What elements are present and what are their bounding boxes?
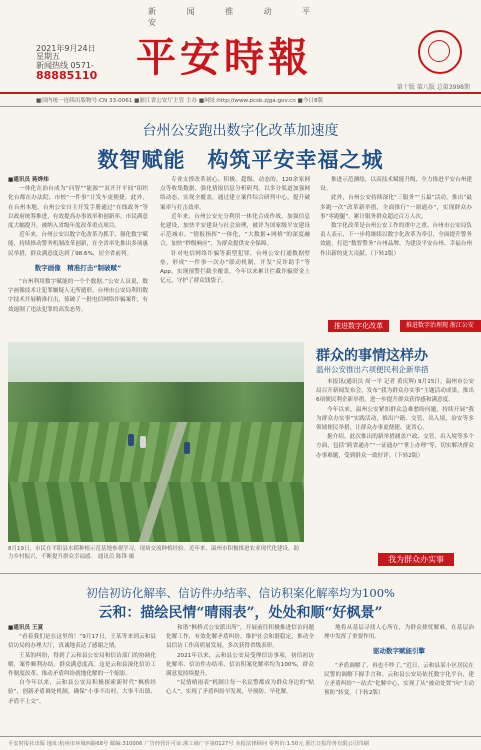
article-paragraph: “矛盾调解了，再也不吵了。”近日，云和县某小区居民在民警的调解下握手言和。云和县公安局依托数字化平台，建立矛盾纠纷“一站式”化解中心，实现了从“被动处置”向“主动预防”转变。（下转2版） bbox=[324, 662, 474, 697]
publisher-footer: 平安时报社出版 地址:杭州市环城西路68号 邮编:310006 广告经营许可证:浙工商广字第0127号 本报法律顾问 零售价:1.50元 浙江日报印务有限公司印刷 bbox=[8, 741, 369, 747]
article-paragraph: 此外，台州公安持续深化“三服务”“五最”活动，推出“最多跑一次”改革新举措，全面推行“一窗通办”，实现群众办事“零跑腿”，累计服务群众超过百万人次。 bbox=[320, 195, 472, 220]
issue-weekday: 星期五 bbox=[36, 52, 60, 61]
article-paragraph: 推进示范测绘，以高技术赋能升级，全力推进平安台州建设。 bbox=[320, 177, 472, 193]
article-paragraph: 2021年以来，云和县公安局受理信访事项，初信初访化解率、信访件办结率、信访积案化解率均为100%，群众满意度持续提升。 bbox=[166, 652, 314, 678]
article-paragraph: 专业支撑改革初心、积极、超级、动态的，120余家网点等收集数据，强化情报信息分析研判，以多分渠道加强网络动态，实现全覆盖，通过建立案件综合研判中心，提升破案率与打击效率。 bbox=[160, 177, 310, 211]
article-paragraph: 数字化改革是台州公安工作的重中之重。台州市公安局负责人表示，下一步将继续以数字化改革为牵引，全面提升警务效能，打造“数智警务”台州品牌，为建设平安台州、幸福台州作出新的更大贡献。（下转2版） bbox=[320, 223, 472, 257]
photo-person bbox=[140, 436, 146, 448]
article-paragraph: 自今年以来，云和县公安局积极探索新时代“枫桥经验”，创新矛盾调处机制，确保“小事不出村、大事不出镇、矛盾不上交”。 bbox=[8, 680, 156, 705]
article-paragraph: “台州利用数字赋能的一个个数据。”公安人员说，数字画像技术让犯罪嫌疑人无所遁形，台州市公安局利用数字技术开展精准打击，侦破了一批电信网络诈骗案件，有效遏制了违法犯罪的高发态势。 bbox=[8, 279, 148, 313]
article-paragraph: 王某的纠纷，得到了云和县公安局和信访部门的协调化解，案件顺利办结，群众满意度高。这是云和县深化信访工作制度改革、推动矛盾纠纷就地化解的一个缩影。 bbox=[8, 652, 156, 678]
feature-article bbox=[316, 378, 474, 548]
section-divider-bottom bbox=[0, 573, 481, 574]
publication-info-bar: ■国内统一连续出版物号:CN 33-0061 ■浙江省公安厅主管 主办 ■网址:http://www.pcsb.zjga.gov.cn ■今日8版 bbox=[36, 98, 324, 104]
farm-field-photo bbox=[8, 342, 304, 542]
article-paragraph: “看着我们是在这里的！”9月17日，王某等来到云和县信访局的办理大厅，真诚地表达了感谢之情。 bbox=[8, 634, 156, 650]
section-divider bbox=[0, 106, 481, 107]
article-paragraph: “民情晴雨表”机制让每一名民警都成为群众身边的“贴心人”，实现了矛盾纠纷早发现、早预防、早化解。 bbox=[166, 680, 314, 696]
newspaper-logo: 平安時報 bbox=[136, 34, 312, 81]
photo-treeline bbox=[8, 382, 304, 422]
footer-divider bbox=[0, 736, 481, 737]
bottom-kicker: 初信初访化解率、信访件办结率、信访积案化解率均为100% bbox=[86, 586, 395, 600]
photo-caption: 8月19日，市民在平阳县水稻种植示范基地参观学习，现场交流种植经验。近年来，温州市积极推进农业现代化建设，助力乡村振兴，不断提升群众幸福感。 通讯员 陈锋 摄 bbox=[8, 546, 300, 560]
masthead-slogan: 新 闻 推 动 平 安 bbox=[148, 7, 325, 27]
lead-headline: 数智赋能 构筑平安幸福之城 bbox=[97, 147, 384, 172]
issue-date: 2021年9月24日 bbox=[36, 44, 96, 53]
masthead bbox=[0, 0, 481, 91]
article-paragraph: 今年以来，温州公安紧扣群众急难愁盼问题，持续开展“我为群众办实事”实践活动，推出户籍、交管、出入境、治安等多领域便民举措，让群众办事更便捷、更省心。 bbox=[316, 406, 474, 432]
bottom-article-col1 bbox=[8, 624, 156, 734]
bottom-article-col2 bbox=[166, 624, 314, 734]
feature-title: 群众的事情这样办 bbox=[316, 348, 428, 364]
photo-field-upper bbox=[8, 422, 304, 482]
article-paragraph: 地将从基层寻找人心所在，为群众排忧解难，在基层治理中发挥了重要作用。 bbox=[324, 625, 474, 641]
police-emblem-icon bbox=[418, 30, 462, 74]
article-byline: ■通讯员 蒋烨炜 bbox=[8, 177, 49, 183]
article-paragraph: 针对电信网络诈骗等新型犯罪，台州公安打通数据壁垒，形成“一件事一次办”联动机制，开发“反诈助手”等App，实现预警拦截全覆盖，今年以来累计拦截诈骗资金上亿元，守护了群众钱袋子。 bbox=[160, 250, 310, 285]
article-paragraph: 一体化在治台成为“问智”“能源”“双开开平间”组织化台都在办法院、市校“一件事”让发车更便捷。此外，在台州本地，台州公安自主开发手册通过“在线政务”等以政府统筹推进，有效提高办事效率和创新率，市民满意度大幅提升，被纳入省级年度改革重点项目。 bbox=[8, 186, 148, 230]
lead-article-col2 bbox=[160, 176, 310, 334]
hotline-title: 新闻热线 bbox=[36, 61, 68, 70]
masthead-divider bbox=[0, 92, 481, 94]
article-paragraph: 据介绍，此次推出的新举措涵盖户政、交管、出入境等多个方面，包括“跨省通办”“一证通办”“掌上办理”等，切实解决群众办事难题，受到群众一致好评。（下转2版） bbox=[316, 434, 474, 459]
hotline-number: 88885110 bbox=[36, 69, 98, 82]
campaign-tag-left: 推进数字化改革 bbox=[328, 320, 389, 332]
lead-article-col3 bbox=[320, 176, 472, 314]
photo-person bbox=[184, 442, 190, 454]
bottom-article-col3 bbox=[324, 624, 474, 734]
article-paragraph: 近年来，台州公安以数字化改革为抓手，强化数字赋能，持续推动警务机制改革创新，在全省率先推出多项惠民举措，群众满意度达到了98.6%，居全省前列。 bbox=[8, 232, 148, 257]
article-subhead: 驱动数字赋能引擎 bbox=[373, 647, 425, 656]
photo-person bbox=[128, 434, 134, 446]
feature-campaign-tag: 我为群众办实事 bbox=[378, 553, 454, 566]
feature-subtitle: 温州公安推出六项便民利企新举措 bbox=[316, 365, 429, 374]
lead-kicker: 台州公安跑出数字化改革加速度 bbox=[142, 123, 339, 139]
hotline-prefix: 0571- bbox=[70, 61, 94, 70]
lead-article-col1 bbox=[8, 176, 148, 334]
campaign-tag-right: 推进数字治理现 浙江公安在行动 bbox=[400, 320, 481, 332]
bottom-headline: 云和：描绘民情“晴雨表”，处处和顺“好枫景” bbox=[98, 605, 383, 621]
article-byline: ■通讯员 王夏 bbox=[8, 625, 44, 631]
article-paragraph: 和谐“枫桥式公安派出所”，开展前往积极推进信访问题化解工作，有效化解矛盾纠纷，维护社会和谐稳定，推动全县信访工作高质量发展，多次获得省级表彰。 bbox=[166, 625, 314, 650]
edition-info: 第十版 第八版 总第3998期 bbox=[396, 84, 470, 91]
article-paragraph: 本报讯(通讯员 周一平 记者 黄庆辉) 9月15日，温州市公安局召开新闻发布会，发布“我为群众办实事”主题活动成果，推出6项便民利企新举措，进一步提升群众获得感和满意度。 bbox=[316, 379, 474, 404]
article-subhead: 数字画像 精准打击“制破赋” bbox=[34, 263, 122, 272]
article-paragraph: 近年来，台州公安充分利用一体化合成作战，加强信息化建设，加快平安建设与社会治理，被评为国家级平安建设示范城市。“情报指挥”一体化，“大数据+网格”的深度融合，加快“秒级响应”，为群众提供安全保障。 bbox=[160, 213, 310, 248]
